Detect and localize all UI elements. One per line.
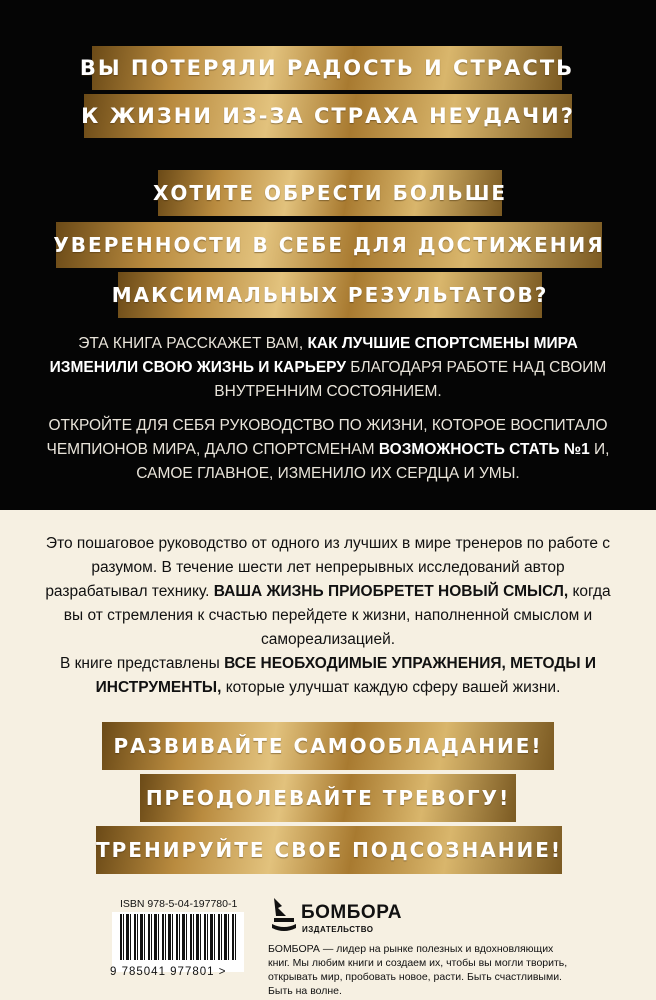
isbn-text: ISBN 978-5-04-197780-1 <box>120 898 238 910</box>
barcode-bars <box>120 914 236 960</box>
gold-banner-line-1: ВЫ ПОТЕРЯЛИ РАДОСТЬ И СТРАСТЬ <box>92 46 562 90</box>
description-paragraph-1: Это пошаговое руководство от одного из лучших в мире тренеров по работе с разумом. В течение шести лет непрерывных исследований автор разрабатывал технику. ВАША ЖИЗНЬ ПРИОБРЕТЕТ НОВЫЙ СМЫСЛ, когда вы от стремления к счастью перейдете к жизни, наполненной смыслом и самореализацией. <box>45 535 611 648</box>
gold-banner-line-4: УВЕРЕННОСТИ В СЕБЕ ДЛЯ ДОСТИЖЕНИЯ <box>56 222 602 268</box>
description-paragraph-2: В книге представлены ВСЕ НЕОБХОДИМЫЕ УПРАЖНЕНИЯ, МЕТОДЫ И ИНСТРУМЕНТЫ, которые улучшат каждую сферу вашей жизни. <box>60 655 596 696</box>
publisher-logo-icon <box>268 896 298 936</box>
gold-banner-subconscious: ТРЕНИРУЙТЕ СВОЕ ПОДСОЗНАНИЕ! <box>96 826 562 874</box>
gold-banner-line-2: К ЖИЗНИ ИЗ-ЗА СТРАХА НЕУДАЧИ? <box>84 94 572 138</box>
barcode <box>112 912 244 972</box>
publisher-description: БОМБОРА — лидер на рынке полезных и вдохновляющих книг. Мы любим книги и создаем их, чтобы вы могли творить, открывать мир, пробовать новое, расти. Быть счастливыми. Быть на волне. <box>268 943 568 997</box>
gold-banner-line-3: ХОТИТЕ ОБРЕСТИ БОЛЬШЕ <box>158 170 502 216</box>
barcode-number: 9 785041 977801 > <box>110 966 227 978</box>
gold-banner-anxiety: ПРЕОДОЛЕВАЙТЕ ТРЕВОГУ! <box>140 774 516 822</box>
publisher-subtitle: ИЗДАТЕЛЬСТВО <box>302 925 374 934</box>
gold-banner-self-control: РАЗВИВАЙТЕ САМООБЛАДАНИЕ! <box>102 722 554 770</box>
intro-paragraph-1: ЭТА КНИГА РАССКАЖЕТ ВАМ, КАК ЛУЧШИЕ СПОРТСМЕНЫ МИРА ИЗМЕНИЛИ СВОЮ ЖИЗНЬ И КАРЬЕРУ БЛАГОДАРЯ РАБОТЕ НАД СВОИМ ВНУТРЕННИМ СОСТОЯНИЕМ. <box>49 335 607 400</box>
publisher-name: БОМБОРА <box>301 902 402 923</box>
gold-banner-line-5: МАКСИМАЛЬНЫХ РЕЗУЛЬТАТОВ? <box>118 272 542 318</box>
intro-paragraph-2: ОТКРОЙТЕ ДЛЯ СЕБЯ РУКОВОДСТВО ПО ЖИЗНИ, КОТОРОЕ ВОСПИТАЛО ЧЕМПИОНОВ МИРА, ДАЛО СПОРТСМЕНАМ ВОЗМОЖНОСТЬ СТАТЬ №1 И, САМОЕ ГЛАВНОЕ, ИЗМЕНИЛО ИХ СЕРДЦА И УМЫ. <box>46 417 610 482</box>
